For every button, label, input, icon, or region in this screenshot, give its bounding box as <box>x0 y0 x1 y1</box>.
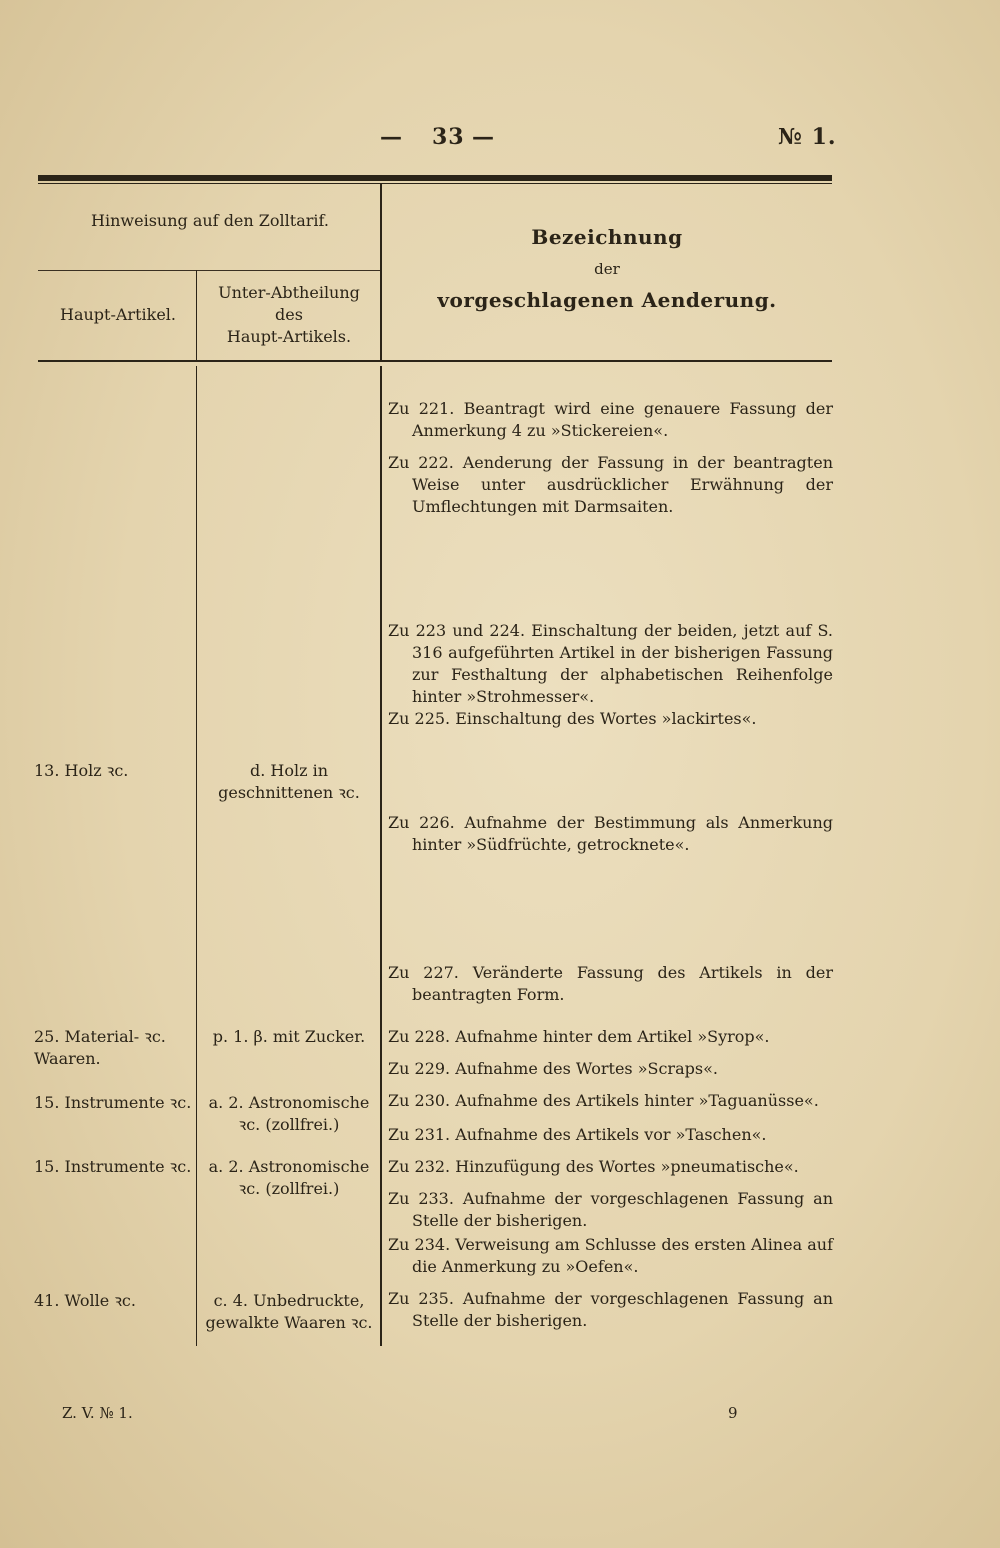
entry-226: Zu 226. Aufnahme der Bestimmung als Anmerkung hinter »Südfrüchte, getrocknete«. <box>388 813 833 854</box>
body-vertical-left <box>196 366 197 1346</box>
head-vertical-left <box>196 270 197 362</box>
sub-article-holz: d. Holz in geschnittenen ꝛc. <box>218 761 360 802</box>
main-article-holz: 13. Holz ꝛc. <box>34 761 129 780</box>
sub-article-astronomische-2: a. 2. Astronomische ꝛc. (zollfrei.) <box>208 1157 370 1198</box>
sub-article-unbedruckte: c. 4. Unbedruckte, gewalkte Waaren ꝛc. <box>205 1291 373 1332</box>
footer-sheet-number: 9 <box>728 1404 738 1422</box>
entry-222: Zu 222. Aenderung der Fassung in der beantragten Weise unter ausdrücklicher Erwähnung der Umflechtungen mit Darmsaiten. <box>388 453 833 516</box>
entry-228: Zu 228. Aufnahme hinter dem Artikel »Syrop«. <box>388 1027 770 1046</box>
desc-header-2: der <box>594 260 620 278</box>
entry-232: Zu 232. Hinzufügung des Wortes »pneumatische«. <box>388 1157 799 1176</box>
body-vertical-right <box>380 366 382 1346</box>
entry-227: Zu 227. Veränderte Fassung des Artikels in der beantragten Form. <box>388 963 833 1004</box>
entry-223-224: Zu 223 und 224. Einschaltung der beiden, jetzt auf S. 316 aufgeführten Artikel in der bisherigen Fassung zur Festhaltung der alphabetischen Reihenfolge hinter »Strohmesser«. <box>388 621 833 706</box>
entry-235: Zu 235. Aufnahme der vorgeschlagenen Fassung an Stelle der bisherigen. <box>388 1289 833 1330</box>
entry-229: Zu 229. Aufnahme des Wortes »Scraps«. <box>388 1059 718 1078</box>
entry-221: Zu 221. Beantragt wird eine genauere Fassung der Anmerkung 4 zu »Stickereien«. <box>388 399 833 440</box>
head-divider <box>38 270 380 271</box>
main-article-wolle: 41. Wolle ꝛc. <box>34 1291 136 1310</box>
col-header-sub-2: des <box>275 305 303 324</box>
reference-title: Hinweisung auf den Zolltarif. <box>91 211 329 230</box>
col-header-sub-3: Haupt-Artikels. <box>226 327 352 346</box>
top-rule-thin <box>38 183 832 184</box>
entry-231: Zu 231. Aufnahme des Artikels vor »Taschen«. <box>388 1125 767 1144</box>
sub-article-astronomische-1: a. 2. Astronomische ꝛc. (zollfrei.) <box>208 1093 370 1134</box>
desc-header-1: Bezeichnung <box>531 225 683 249</box>
main-article-material: 25. Material- ꝛc. Waaren. <box>34 1027 166 1068</box>
entry-225: Zu 225. Einschaltung des Wortes »lackirtes«. <box>388 709 757 728</box>
desc-header-3: vorgeschlagenen Aenderung. <box>437 288 777 312</box>
document-number: № 1. <box>778 124 837 150</box>
dash-right: — <box>472 124 495 150</box>
col-header-sub-1: Unter-Abtheilung <box>218 283 360 302</box>
head-bottom-rule <box>38 360 832 362</box>
main-article-instrumente-1: 15. Instrumente ꝛc. <box>34 1093 192 1112</box>
page-number: 33 <box>432 124 465 150</box>
main-article-instrumente-2: 15. Instrumente ꝛc. <box>34 1157 192 1176</box>
entry-234: Zu 234. Verweisung am Schlusse des ersten Alinea auf die Anmerkung zu »Oefen«. <box>388 1235 833 1276</box>
entry-233: Zu 233. Aufnahme der vorgeschlagenen Fassung an Stelle der bisherigen. <box>388 1189 833 1230</box>
col-header-main: Haupt-Artikel. <box>60 305 176 324</box>
sub-article-zucker: p. 1. β. mit Zucker. <box>212 1027 366 1046</box>
entry-230: Zu 230. Aufnahme des Artikels hinter »Taguanüsse«. <box>388 1091 819 1110</box>
top-rule-thick <box>38 175 832 181</box>
dash-left: — <box>380 124 403 150</box>
footer-signature: Z. V. № 1. <box>62 1404 133 1422</box>
